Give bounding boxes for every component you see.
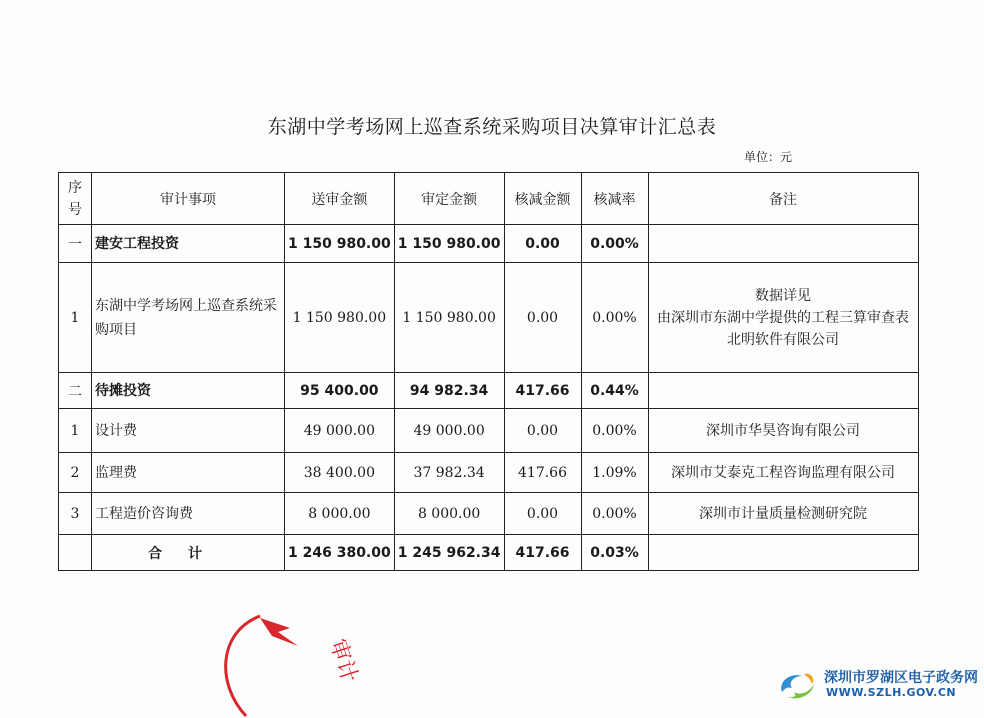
row-rate: 0.00% xyxy=(581,409,648,453)
row-item: 工程造价咨询费 xyxy=(92,493,285,535)
row-item: 待摊投资 xyxy=(92,373,285,409)
row-submitted: 1 150 980.00 xyxy=(285,225,395,263)
row-index: 二 xyxy=(59,373,92,409)
row-reduced: 0.00 xyxy=(504,225,581,263)
note-line: 数据详见 xyxy=(755,287,811,304)
site-url: WWW.SZLH.GOV.CN xyxy=(826,686,957,699)
row-approved: 94 982.34 xyxy=(394,373,504,409)
row-note xyxy=(648,225,918,263)
header-idx: 序 号 xyxy=(59,173,92,225)
row-index: 3 xyxy=(59,493,92,535)
row-reduced: 0.00 xyxy=(504,493,581,535)
seal-arc xyxy=(226,616,260,716)
row-rate: 0.44% xyxy=(581,373,648,409)
table-row xyxy=(59,493,919,535)
row-item: 东湖中学考场网上巡查系统采购项目 xyxy=(92,263,285,373)
row-item: 建安工程投资 xyxy=(92,225,285,263)
table-body xyxy=(59,225,919,571)
total-reduced: 417.66 xyxy=(504,535,581,571)
total-row xyxy=(59,535,919,571)
table-row xyxy=(59,225,919,263)
seal-star xyxy=(260,618,298,646)
row-item: 监理费 xyxy=(92,453,285,493)
table-row xyxy=(59,453,919,493)
table-row xyxy=(59,373,919,409)
header-submitted: 送审金额 xyxy=(285,173,395,225)
row-submitted: 1 150 980.00 xyxy=(285,263,395,373)
row-submitted: 49 000.00 xyxy=(285,409,395,453)
row-reduced: 0.00 xyxy=(504,409,581,453)
note-line: 深圳市计量质量检测研究院 xyxy=(699,505,867,522)
total-note xyxy=(648,535,918,571)
row-rate: 0.00% xyxy=(581,225,648,263)
note-line: 北明软件有限公司 xyxy=(727,331,839,348)
document-title: 东湖中学考场网上巡查系统采购项目决算审计汇总表 xyxy=(267,116,717,138)
total-label: 合计 xyxy=(92,535,285,571)
total-approved: 1 245 962.34 xyxy=(394,535,504,571)
unit-label: 单位：元 xyxy=(744,150,793,164)
row-reduced: 0.00 xyxy=(504,263,581,373)
total-submitted: 1 246 380.00 xyxy=(285,535,395,571)
row-note xyxy=(648,263,918,373)
total-rate: 0.03% xyxy=(581,535,648,571)
row-index: 一 xyxy=(59,225,92,263)
official-seal xyxy=(212,588,382,718)
row-approved: 8 000.00 xyxy=(394,493,504,535)
row-note xyxy=(648,373,918,409)
row-approved: 1 150 980.00 xyxy=(394,225,504,263)
swirl-logo-icon xyxy=(776,666,820,704)
row-approved: 49 000.00 xyxy=(394,409,504,453)
row-index: 1 xyxy=(59,409,92,453)
row-index: 2 xyxy=(59,453,92,493)
row-note xyxy=(648,409,918,453)
header-rate: 核减率 xyxy=(581,173,648,225)
row-approved: 37 982.34 xyxy=(394,453,504,493)
row-submitted: 95 400.00 xyxy=(285,373,395,409)
row-rate: 0.00% xyxy=(581,493,648,535)
row-submitted: 8 000.00 xyxy=(285,493,395,535)
header-item: 审计事项 xyxy=(92,173,285,225)
table-row xyxy=(59,263,919,373)
row-note xyxy=(648,493,918,535)
row-rate: 0.00% xyxy=(581,263,648,373)
table-header-row xyxy=(59,173,919,225)
header-approved: 审定金额 xyxy=(394,173,504,225)
seal-text: 审计 xyxy=(324,636,362,686)
row-approved: 1 150 980.00 xyxy=(394,263,504,373)
header-reduced: 核减金额 xyxy=(504,173,581,225)
row-reduced: 417.66 xyxy=(504,453,581,493)
note-line: 由深圳市东湖中学提供的工程三算审查表 xyxy=(657,309,909,326)
row-rate: 1.09% xyxy=(581,453,648,493)
site-logo[interactable] xyxy=(776,666,984,706)
row-index: 1 xyxy=(59,263,92,373)
row-item: 设计费 xyxy=(92,409,285,453)
header-note: 备注 xyxy=(648,173,918,225)
row-reduced: 417.66 xyxy=(504,373,581,409)
row-submitted: 38 400.00 xyxy=(285,453,395,493)
row-note xyxy=(648,453,918,493)
site-name: 深圳市罗湖区电子政务网 xyxy=(824,670,978,686)
total-index xyxy=(59,535,92,571)
table-row xyxy=(59,409,919,453)
note-line: 深圳市艾泰克工程咨询监理有限公司 xyxy=(671,464,895,481)
note-line: 深圳市华昊咨询有限公司 xyxy=(706,422,860,439)
audit-summary-table xyxy=(58,172,919,571)
